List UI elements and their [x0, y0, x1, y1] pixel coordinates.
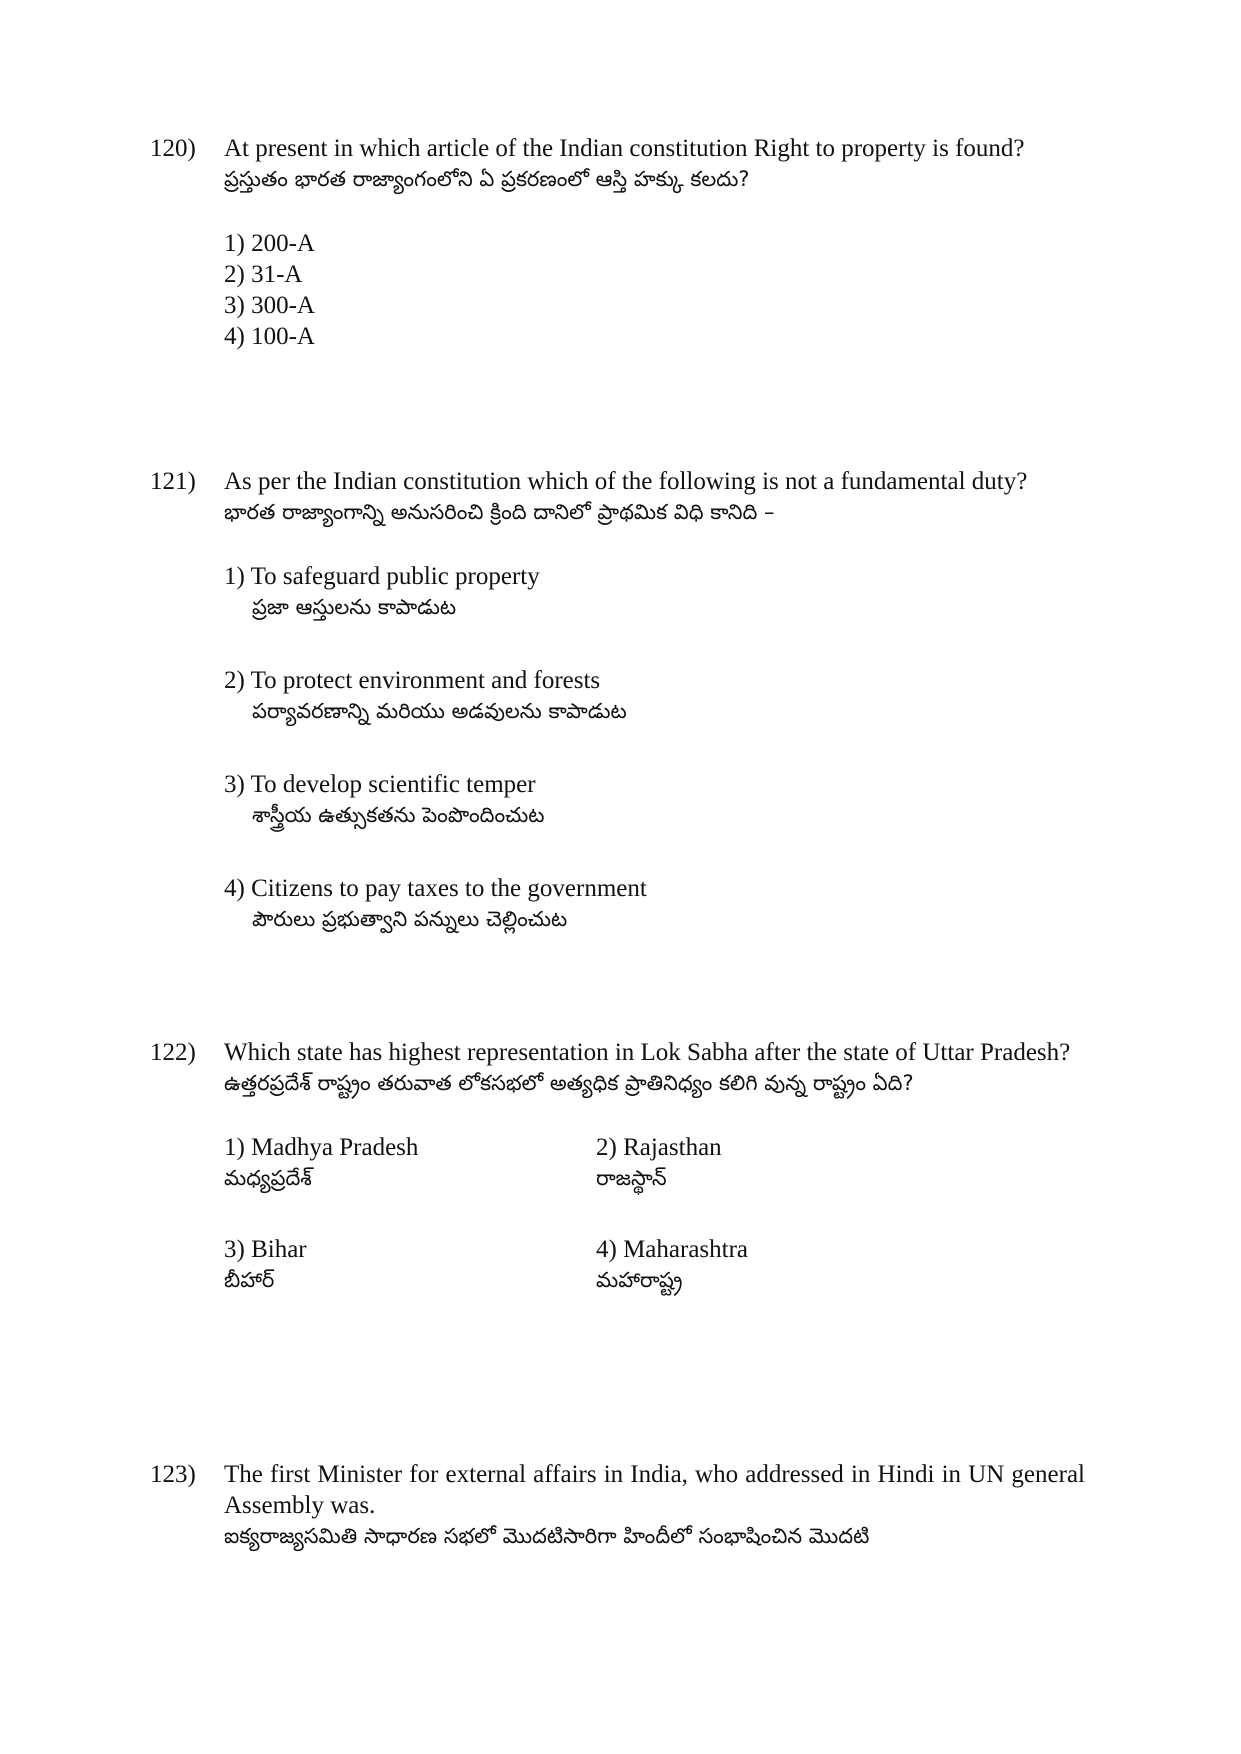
option-text-en: 4) Maharashtra [596, 1236, 749, 1263]
question-number: 123) [150, 1461, 196, 1488]
option-text-te: రాజస్థాన్ [596, 1166, 667, 1190]
question-number: 120) [150, 135, 196, 162]
question-text-en: As per the Indian constitution which of the following is not a fundamental duty? [224, 468, 1028, 495]
option-text-te: మధ్యప్రదేశ్ [224, 1166, 312, 1190]
option-4[interactable]: 4) 100-A [224, 323, 315, 350]
question-text-te: ఐక్యరాజ్యసమితి సాధారణ సభలో మొదటిసారిగా హిందీలో సంభాషించిన మొదటి [224, 1524, 870, 1548]
question-text-en: Which state has highest representation in Lok Sabha after the state of Uttar Pradesh? [224, 1039, 1071, 1066]
question-text-te: ప్రస్తుతం భారత రాజ్యాంగంలోని ఏ ప్రకరణంలో ఆస్తి హక్కు కలదు? [224, 167, 750, 191]
option-text-te: శాస్త్రీయ ఉత్సుకతను పెంపొందించుట [252, 803, 545, 827]
option-text-en: 2) To protect environment and forests [224, 667, 601, 694]
option-text-en: 2) Rajasthan [596, 1134, 722, 1161]
option-4[interactable] [224, 873, 1085, 935]
option-3[interactable]: 3) 300-A [224, 292, 315, 319]
option-text-te: పర్యావరణాన్ని మరియు అడవులను కాపాడుట [252, 699, 627, 723]
option-text-en: 4) Citizens to pay taxes to the government [224, 875, 647, 902]
option-4[interactable] [596, 1234, 968, 1296]
option-text-en: 3) To develop scientific temper [224, 771, 536, 798]
question-text-te: ఉత్తరప్రదేశ్ రాష్ట్రం తరువాత లోకసభలో అత్యధిక ప్రాతినిధ్యం కలిగి వున్న రాష్ట్రం ఏది? [224, 1071, 914, 1095]
question-number: 121) [150, 468, 196, 495]
option-grid [224, 1132, 1085, 1296]
option-2[interactable]: 2) 31-A [224, 261, 303, 288]
option-3[interactable] [224, 1234, 596, 1296]
option-2[interactable] [224, 665, 1085, 727]
option-text-te: బీహార్ [224, 1268, 275, 1292]
option-text-te: ప్రజా ఆస్తులను కాపాడుట [252, 595, 457, 619]
question-text-te: భారత రాజ్యాంగాన్ని అనుసరించి క్రింది దానిలో ప్రాథమిక విధి కానిది – [224, 500, 775, 524]
option-text-en: 1) Madhya Pradesh [224, 1134, 419, 1161]
option-text-te: మహారాష్ట్ర [596, 1268, 683, 1292]
option-1[interactable] [224, 1132, 596, 1194]
question-text-en: At present in which article of the Indian constitution Right to property is found? [224, 135, 1025, 162]
option-list [224, 561, 1085, 935]
question-123 [150, 1459, 1085, 1552]
question-121 [150, 466, 1085, 977]
question-number: 122) [150, 1039, 196, 1066]
option-3[interactable] [224, 769, 1085, 831]
option-list [224, 228, 1085, 352]
option-text-en: 1) To safeguard public property [224, 563, 540, 590]
option-text-en: 3) Bihar [224, 1236, 307, 1263]
option-1[interactable] [224, 561, 1085, 623]
option-1[interactable]: 1) 200-A [224, 230, 315, 257]
option-text-te: పౌరులు ప్రభుత్వాని పన్నులు చెల్లించుట [252, 907, 568, 931]
question-text-en: The first Minister for external affairs in India, who addressed in Hindi in UN general Assembly was. [224, 1461, 1085, 1519]
question-122 [150, 1037, 1085, 1296]
option-2[interactable] [596, 1132, 968, 1194]
question-120 [150, 133, 1085, 352]
